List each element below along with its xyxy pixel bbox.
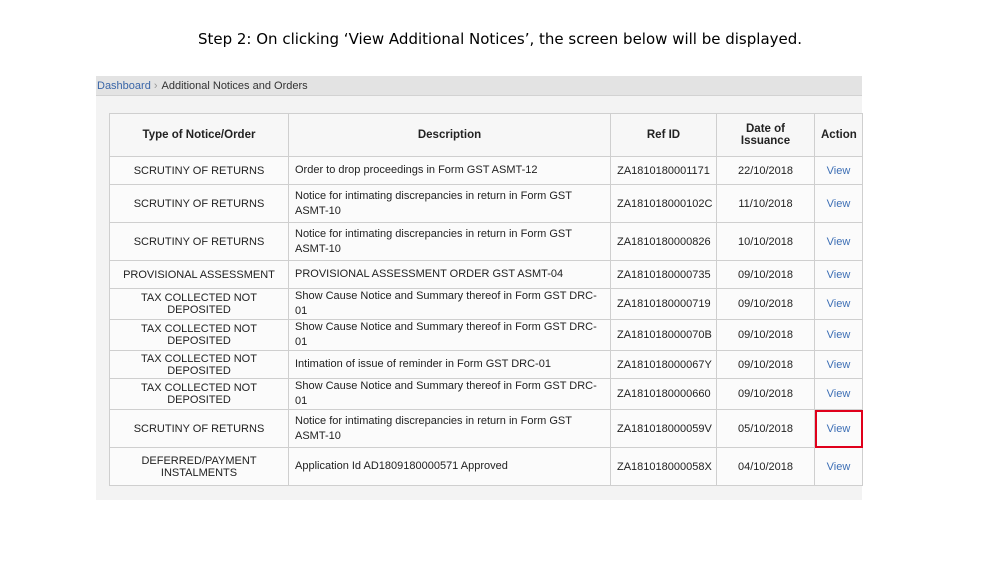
notices-table [109,113,863,486]
cell-action [815,185,863,223]
cell-date: 04/10/2018 [717,448,815,486]
header-type: Type of Notice/Order [110,114,289,157]
table-row [110,410,863,448]
table-header-row [110,114,863,157]
view-link[interactable]: View [826,197,851,210]
cell-description: Intimation of issue of reminder in Form GST DRC-01 [289,351,611,379]
cell-ref-id: ZA181018000102C [611,185,717,223]
cell-action [815,157,863,185]
cell-ref-id: ZA1810180000719 [611,289,717,320]
header-action: Action [815,114,863,157]
cell-ref-id: ZA181018000070B [611,320,717,351]
cell-type: TAX COLLECTED NOT DEPOSITED [110,351,289,379]
cell-ref-id: ZA1810180001171 [611,157,717,185]
cell-description: Show Cause Notice and Summary thereof in Form GST DRC-01 [289,320,611,351]
cell-description: PROVISIONAL ASSESSMENT ORDER GST ASMT-04 [289,261,611,289]
table-row [110,185,863,223]
view-link[interactable]: View [826,268,851,281]
breadcrumb [96,76,862,96]
cell-ref-id: ZA181018000059V [611,410,717,448]
cell-description: Notice for intimating discrepancies in return in Form GST ASMT-10 [289,410,611,448]
cell-ref-id: ZA181018000067Y [611,351,717,379]
cell-date: 11/10/2018 [717,185,815,223]
header-ref-id: Ref ID [611,114,717,157]
view-link[interactable]: View [826,164,851,177]
cell-date: 09/10/2018 [717,320,815,351]
cell-date: 22/10/2018 [717,157,815,185]
cell-description: Notice for intimating discrepancies in return in Form GST ASMT-10 [289,223,611,261]
view-link[interactable]: View [826,235,851,248]
table-row [110,448,863,486]
breadcrumb-separator: › [153,80,158,92]
view-link[interactable]: View [826,298,851,310]
breadcrumb-dashboard-link[interactable]: Dashboard [97,80,151,92]
cell-action [815,448,863,486]
table-row [110,379,863,410]
cell-type: TAX COLLECTED NOT DEPOSITED [110,320,289,351]
cell-action [815,223,863,261]
cell-date: 09/10/2018 [717,351,815,379]
cell-description: Order to drop proceedings in Form GST ASMT-12 [289,157,611,185]
cell-description: Application Id AD1809180000571 Approved [289,448,611,486]
header-date: Date of Issuance [717,114,815,157]
view-link[interactable]: View [826,388,851,400]
cell-action [815,320,863,351]
cell-description: Show Cause Notice and Summary thereof in Form GST DRC-01 [289,289,611,320]
view-link[interactable]: View [826,329,851,341]
cell-action [815,379,863,410]
cell-ref-id: ZA1810180000660 [611,379,717,410]
view-link[interactable]: View [826,460,851,473]
cell-action-highlighted [815,410,863,448]
cell-type: SCRUTINY OF RETURNS [110,185,289,223]
breadcrumb-current: Additional Notices and Orders [161,80,308,92]
cell-action [815,261,863,289]
cell-date: 09/10/2018 [717,261,815,289]
cell-date: 10/10/2018 [717,223,815,261]
cell-date: 09/10/2018 [717,379,815,410]
cell-type: TAX COLLECTED NOT DEPOSITED [110,379,289,410]
table-row [110,261,863,289]
table-row [110,289,863,320]
table-row [110,320,863,351]
step-caption: Step 2: On clicking ‘View Additional Notices’, the screen below will be displayed. [197,30,803,48]
cell-date: 09/10/2018 [717,289,815,320]
notices-screen [96,76,862,500]
view-link[interactable]: View [826,358,851,371]
cell-ref-id: ZA181018000058X [611,448,717,486]
cell-ref-id: ZA1810180000826 [611,223,717,261]
table-row [110,351,863,379]
cell-type: DEFERRED/PAYMENT INSTALMENTS [110,448,289,486]
cell-type: SCRUTINY OF RETURNS [110,223,289,261]
table-row [110,157,863,185]
cell-ref-id: ZA1810180000735 [611,261,717,289]
header-description: Description [289,114,611,157]
cell-description: Notice for intimating discrepancies in return in Form GST ASMT-10 [289,185,611,223]
cell-action [815,289,863,320]
table-row [110,223,863,261]
cell-type: SCRUTINY OF RETURNS [110,410,289,448]
cell-action [815,351,863,379]
cell-date: 05/10/2018 [717,410,815,448]
cell-type: TAX COLLECTED NOT DEPOSITED [110,289,289,320]
cell-type: PROVISIONAL ASSESSMENT [110,261,289,289]
cell-type: SCRUTINY OF RETURNS [110,157,289,185]
cell-description: Show Cause Notice and Summary thereof in Form GST DRC-01 [289,379,611,410]
view-link[interactable]: View [826,422,851,435]
